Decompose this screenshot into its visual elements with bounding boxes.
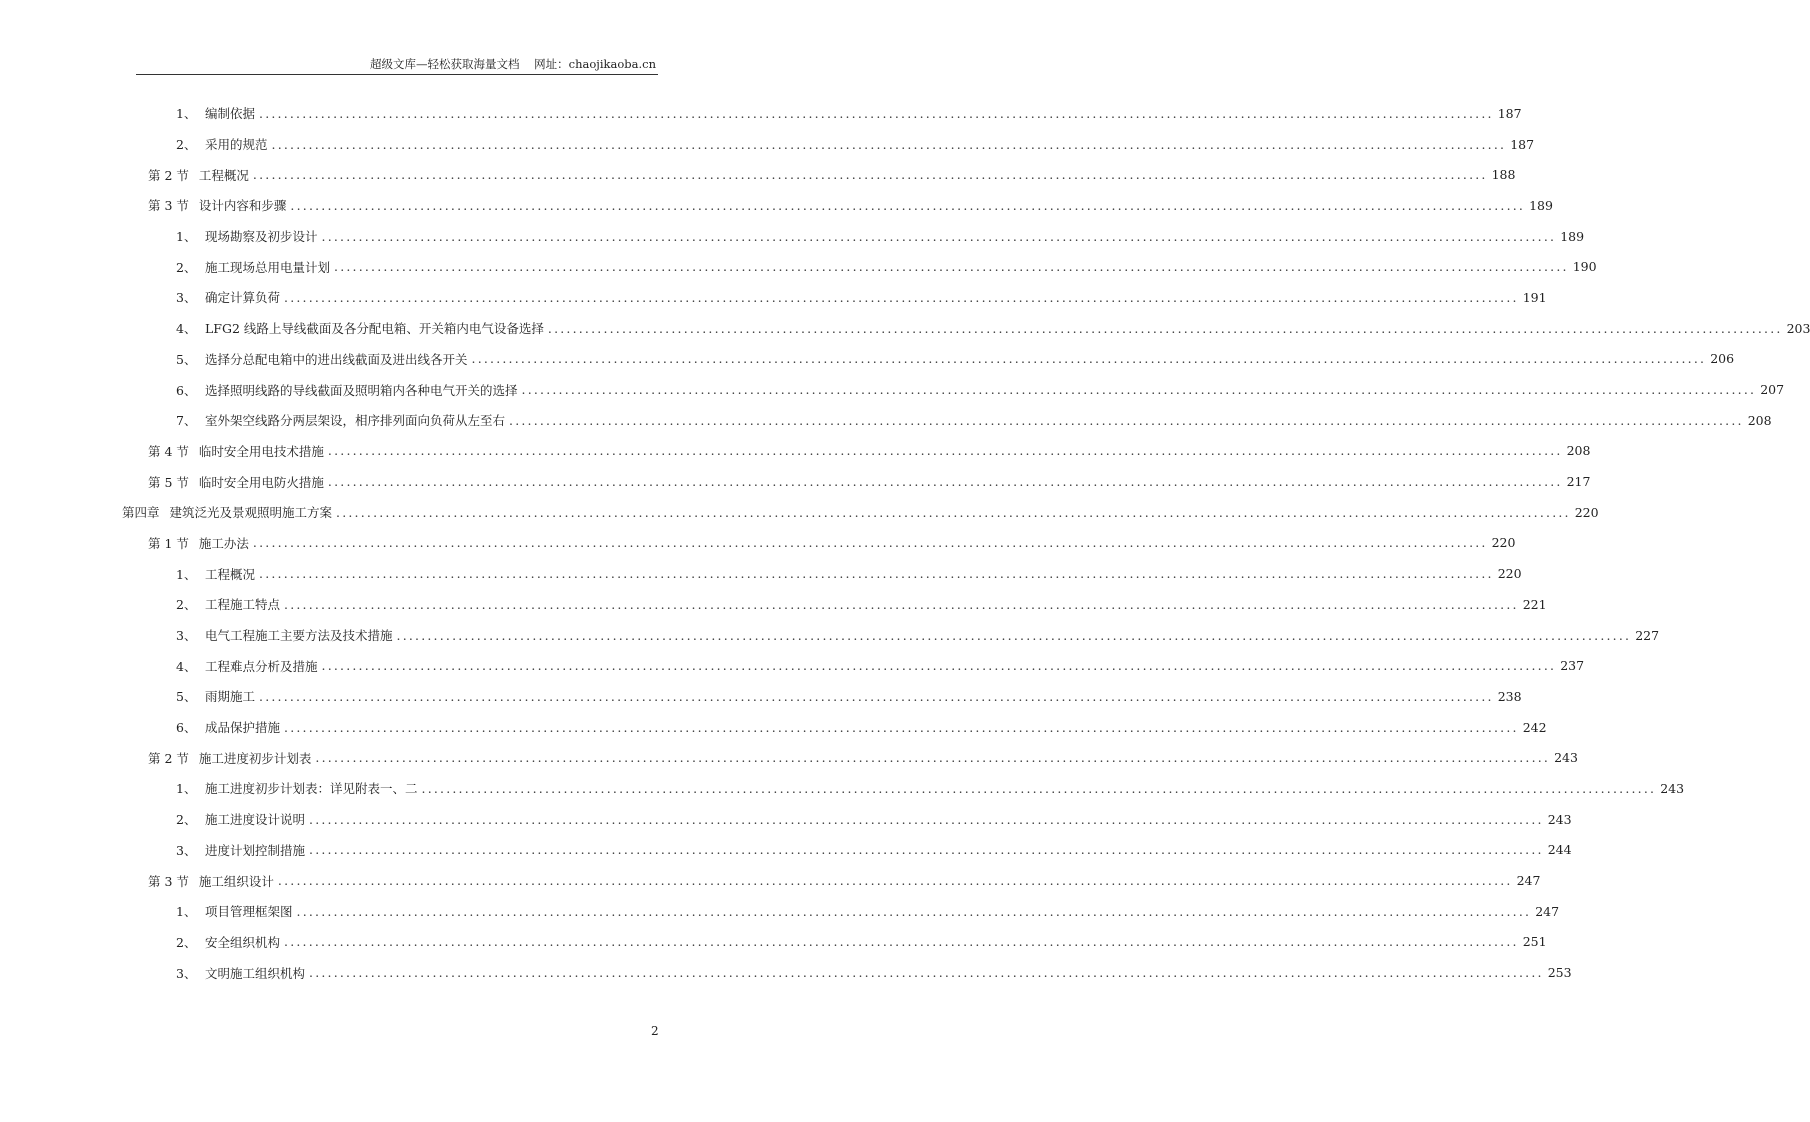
toc-entry-heading <box>122 503 332 521</box>
toc-entry-heading <box>176 288 280 306</box>
toc-entry-title: 临时安全用电防火措施 <box>198 474 324 490</box>
toc-entry-heading <box>176 779 418 797</box>
toc-entry-number: 3、 <box>176 290 197 306</box>
toc-entry-heading <box>148 872 274 890</box>
toc-entry[interactable] <box>0 344 1735 375</box>
toc-leader-dots: ........................................................................................................................................................................................................ <box>471 351 1707 367</box>
toc-entry-title: 施工现场总用电量计划 <box>205 259 331 275</box>
toc-entry-title: 选择分总配电箱中的进出线截面及进出线各开关 <box>205 351 468 367</box>
toc-entry-heading <box>148 473 324 491</box>
toc-leader-dots: ........................................................................................................................................................................................................ <box>315 750 1551 766</box>
toc-entry-title: 工程施工特点 <box>205 597 281 613</box>
toc-leader-dots: ........................................................................................................................................................................................................ <box>327 443 1563 459</box>
toc-entry-number: 第 3 节 <box>148 198 189 214</box>
toc-entry-heading <box>176 135 268 153</box>
toc-entry-title: 施工进度初步计划表 <box>198 750 312 766</box>
toc-entry-page: 244 <box>1547 842 1572 858</box>
toc-entry-heading <box>176 626 393 644</box>
toc-entry-number: 1、 <box>176 106 197 122</box>
toc-leader-dots: ........................................................................................................................................................................................................ <box>284 596 1519 612</box>
toc-entry-page: 217 <box>1566 474 1591 490</box>
toc-entry-number: 1、 <box>176 229 197 245</box>
toc-entry-number: 4、 <box>176 658 197 674</box>
header-text: 超级文库—轻松获取海量文档 网址：chaojikaoba.cn <box>370 57 656 71</box>
toc-leader-dots: ........................................................................................................................................................................................................ <box>284 934 1519 950</box>
toc-leader-dots: ........................................................................................................................................................................................................ <box>336 504 1571 520</box>
toc-entry[interactable] <box>0 773 1685 804</box>
toc-leader-dots: ........................................................................................................................................................................................................ <box>321 228 1557 244</box>
toc-entry[interactable] <box>0 620 1660 651</box>
toc-leader-dots: ........................................................................................................................................................................................................ <box>252 167 1488 183</box>
toc-entry-number: 2、 <box>176 137 197 153</box>
toc-entry-heading <box>176 350 468 368</box>
toc-leader-dots: ........................................................................................................................................................................................................ <box>259 105 1494 121</box>
toc-entry-heading <box>148 534 249 552</box>
toc-entry-page: 191 <box>1522 289 1547 305</box>
toc-entry-heading <box>176 687 255 705</box>
toc-entry[interactable] <box>0 650 1585 681</box>
toc-entry-title: 编制依据 <box>205 106 256 122</box>
toc-leader-dots: ........................................................................................................................................................................................................ <box>277 873 1513 889</box>
toc-leader-dots: ........................................................................................................................................................................................................ <box>521 382 1757 398</box>
toc-entry-number: 第 2 节 <box>148 750 189 766</box>
toc-entry-heading <box>148 166 249 184</box>
toc-entry-page: 206 <box>1710 351 1735 367</box>
toc-entry[interactable] <box>0 159 1516 190</box>
toc-entry-heading <box>148 196 286 214</box>
toc-entry[interactable] <box>0 221 1585 252</box>
toc-entry-title: 采用的规范 <box>205 137 268 153</box>
toc-entry-number: 第 1 节 <box>148 535 189 551</box>
toc-entry[interactable] <box>0 98 1522 129</box>
toc-entry-number: 第 4 节 <box>148 443 189 459</box>
toc-entry-title: 工程概况 <box>205 566 256 582</box>
toc-entry-heading <box>176 718 280 736</box>
toc-entry-heading <box>176 565 255 583</box>
toc-entry-title: 成品保护措施 <box>205 720 281 736</box>
toc-entry-heading <box>176 319 544 337</box>
toc-leader-dots: ........................................................................................................................................................................................................ <box>284 289 1519 305</box>
toc-entry-number: 5、 <box>176 351 197 367</box>
toc-entry-title: 工程难点分析及措施 <box>205 658 318 674</box>
toc-entry-title: 室外架空线路分两层架设，相序排列面向负荷从左至右 <box>205 413 506 429</box>
toc-entry-title: 项目管理框架图 <box>205 904 293 920</box>
toc-entry[interactable] <box>0 405 1772 436</box>
toc-entry[interactable] <box>0 313 1810 344</box>
table-of-contents <box>0 98 1810 988</box>
toc-entry-page: 208 <box>1747 412 1772 428</box>
toc-entry-page: 203 <box>1786 320 1810 336</box>
toc-entry-number: 1、 <box>176 904 197 920</box>
toc-leader-dots: ........................................................................................................................................................................................................ <box>421 780 1657 796</box>
toc-entry-title: 建筑泛光及景观照明施工方案 <box>169 505 333 521</box>
toc-entry[interactable] <box>0 129 1535 160</box>
toc-entry[interactable] <box>0 436 1591 467</box>
toc-entry[interactable] <box>0 497 1599 528</box>
toc-entry-title: 雨期施工 <box>205 689 256 705</box>
toc-entry-page: 189 <box>1560 228 1585 244</box>
toc-entry-title: 临时安全用电技术措施 <box>198 443 324 459</box>
toc-entry-heading <box>176 902 293 920</box>
toc-leader-dots: ........................................................................................................................................................................................................ <box>309 965 1544 981</box>
toc-entry-page: 220 <box>1497 566 1522 582</box>
toc-entry-heading <box>148 442 324 460</box>
toc-entry-heading <box>176 258 330 276</box>
toc-leader-dots: ........................................................................................................................................................................................................ <box>547 320 1783 336</box>
toc-entry-heading <box>176 810 305 828</box>
page-number: 2 <box>651 1024 659 1038</box>
toc-entry-heading <box>176 227 318 245</box>
toc-leader-dots: ........................................................................................................................................................................................................ <box>290 197 1526 213</box>
toc-leader-dots: ........................................................................................................................................................................................................ <box>327 474 1563 490</box>
toc-entry-title: 施工组织设计 <box>198 873 274 889</box>
toc-leader-dots: ........................................................................................................................................................................................................ <box>284 719 1519 735</box>
toc-entry-number: 3、 <box>176 628 197 644</box>
toc-entry-title: 电气工程施工主要方法及技术措施 <box>205 628 393 644</box>
toc-entry-page: 220 <box>1574 504 1599 520</box>
toc-entry-title: 进度计划控制措施 <box>205 842 306 858</box>
toc-entry-heading <box>148 749 311 767</box>
toc-entry-page: 190 <box>1572 259 1597 275</box>
toc-entry-page: 247 <box>1516 873 1541 889</box>
toc-entry-number: 7、 <box>176 413 197 429</box>
toc-entry-page: 247 <box>1535 903 1560 919</box>
toc-entry-heading <box>176 933 280 951</box>
toc-entry[interactable] <box>0 681 1522 712</box>
toc-leader-dots: ........................................................................................................................................................................................................ <box>259 566 1494 582</box>
page-header <box>136 52 658 75</box>
toc-entry-number: 2、 <box>176 812 197 828</box>
toc-entry[interactable] <box>0 927 1547 958</box>
toc-entry-page: 188 <box>1491 167 1516 183</box>
toc-entry-page: 187 <box>1510 136 1535 152</box>
toc-leader-dots: ........................................................................................................................................................................................................ <box>296 903 1532 919</box>
toc-leader-dots: ........................................................................................................................................................................................................ <box>259 688 1494 704</box>
toc-entry-page: 221 <box>1522 596 1547 612</box>
toc-leader-dots: ........................................................................................................................................................................................................ <box>334 259 1569 275</box>
toc-entry-page: 189 <box>1529 197 1553 213</box>
toc-entry-page: 242 <box>1522 719 1547 735</box>
toc-entry-number: 第四章 <box>122 505 160 521</box>
toc-entry-title: 选择照明线路的导线截面及照明箱内各种电气开关的选择 <box>205 382 518 398</box>
toc-entry[interactable] <box>0 374 1785 405</box>
toc-entry-heading <box>176 104 255 122</box>
toc-entry[interactable] <box>0 282 1547 313</box>
toc-entry-page: 237 <box>1560 658 1585 674</box>
toc-leader-dots: ........................................................................................................................................................................................................ <box>271 136 1507 152</box>
toc-entry-page: 243 <box>1547 811 1572 827</box>
toc-leader-dots: ........................................................................................................................................................................................................ <box>396 627 1632 643</box>
toc-entry-title: 现场勘察及初步设计 <box>205 229 318 245</box>
toc-entry-heading <box>176 595 280 613</box>
toc-entry-title: 施工进度设计说明 <box>205 812 306 828</box>
toc-entry-number: 3、 <box>176 842 197 858</box>
toc-entry-heading <box>176 381 518 399</box>
toc-entry-title: 施工办法 <box>198 535 249 551</box>
toc-entry[interactable] <box>0 190 1553 221</box>
toc-entry-number: 1、 <box>176 566 197 582</box>
toc-entry-title: 工程概况 <box>198 167 249 183</box>
toc-entry-title: LFG2 线路上导线截面及各分配电箱、开关箱内电气设备选择 <box>205 321 544 337</box>
toc-entry-heading <box>176 657 318 675</box>
toc-entry[interactable] <box>0 835 1572 866</box>
toc-entry-number: 第 2 节 <box>148 167 189 183</box>
toc-entry-title: 文明施工组织机构 <box>205 965 306 981</box>
toc-entry-page: 220 <box>1491 535 1516 551</box>
toc-entry[interactable] <box>0 589 1547 620</box>
toc-entry-page: 243 <box>1660 780 1685 796</box>
toc-entry-number: 6、 <box>176 382 197 398</box>
toc-entry-number: 3、 <box>176 965 197 981</box>
toc-leader-dots: ........................................................................................................................................................................................................ <box>321 658 1557 674</box>
toc-entry-page: 243 <box>1554 750 1578 766</box>
toc-entry[interactable] <box>0 712 1547 743</box>
toc-entry-number: 2、 <box>176 597 197 613</box>
toc-leader-dots: ........................................................................................................................................................................................................ <box>252 535 1488 551</box>
toc-entry-title: 施工进度初步计划表：详见附表一、二 <box>205 781 418 797</box>
toc-entry-page: 187 <box>1497 105 1522 121</box>
toc-entry-title: 设计内容和步骤 <box>198 198 287 214</box>
toc-entry[interactable] <box>0 804 1572 835</box>
toc-entry-page: 251 <box>1522 934 1547 950</box>
toc-entry-number: 第 3 节 <box>148 873 189 889</box>
toc-entry-page: 238 <box>1497 688 1522 704</box>
toc-entry-number: 2、 <box>176 259 197 275</box>
toc-entry-title: 安全组织机构 <box>205 934 281 950</box>
toc-entry[interactable] <box>0 251 1597 282</box>
toc-entry[interactable] <box>0 742 1578 773</box>
toc-entry-number: 2、 <box>176 934 197 950</box>
toc-entry[interactable] <box>0 558 1522 589</box>
toc-entry-number: 5、 <box>176 689 197 705</box>
toc-leader-dots: ........................................................................................................................................................................................................ <box>309 811 1544 827</box>
toc-entry-page: 253 <box>1547 965 1572 981</box>
toc-entry[interactable] <box>0 896 1560 927</box>
toc-entry[interactable] <box>0 466 1591 497</box>
toc-leader-dots: ........................................................................................................................................................................................................ <box>309 842 1544 858</box>
toc-leader-dots: ........................................................................................................................................................................................................ <box>509 412 1744 428</box>
toc-entry-title: 确定计算负荷 <box>205 290 281 306</box>
toc-entry[interactable] <box>0 957 1572 988</box>
toc-entry-number: 6、 <box>176 720 197 736</box>
toc-entry-page: 208 <box>1566 443 1591 459</box>
toc-entry-heading <box>176 964 305 982</box>
toc-entry-heading <box>176 841 305 859</box>
toc-entry-number: 第 5 节 <box>148 474 189 490</box>
toc-entry-number: 4、 <box>176 321 197 337</box>
toc-entry-page: 207 <box>1760 382 1785 398</box>
toc-entry[interactable] <box>0 865 1541 896</box>
toc-entry[interactable] <box>0 528 1516 559</box>
toc-entry-page: 227 <box>1635 627 1660 643</box>
toc-entry-number: 1、 <box>176 781 197 797</box>
toc-entry-heading <box>176 411 505 429</box>
